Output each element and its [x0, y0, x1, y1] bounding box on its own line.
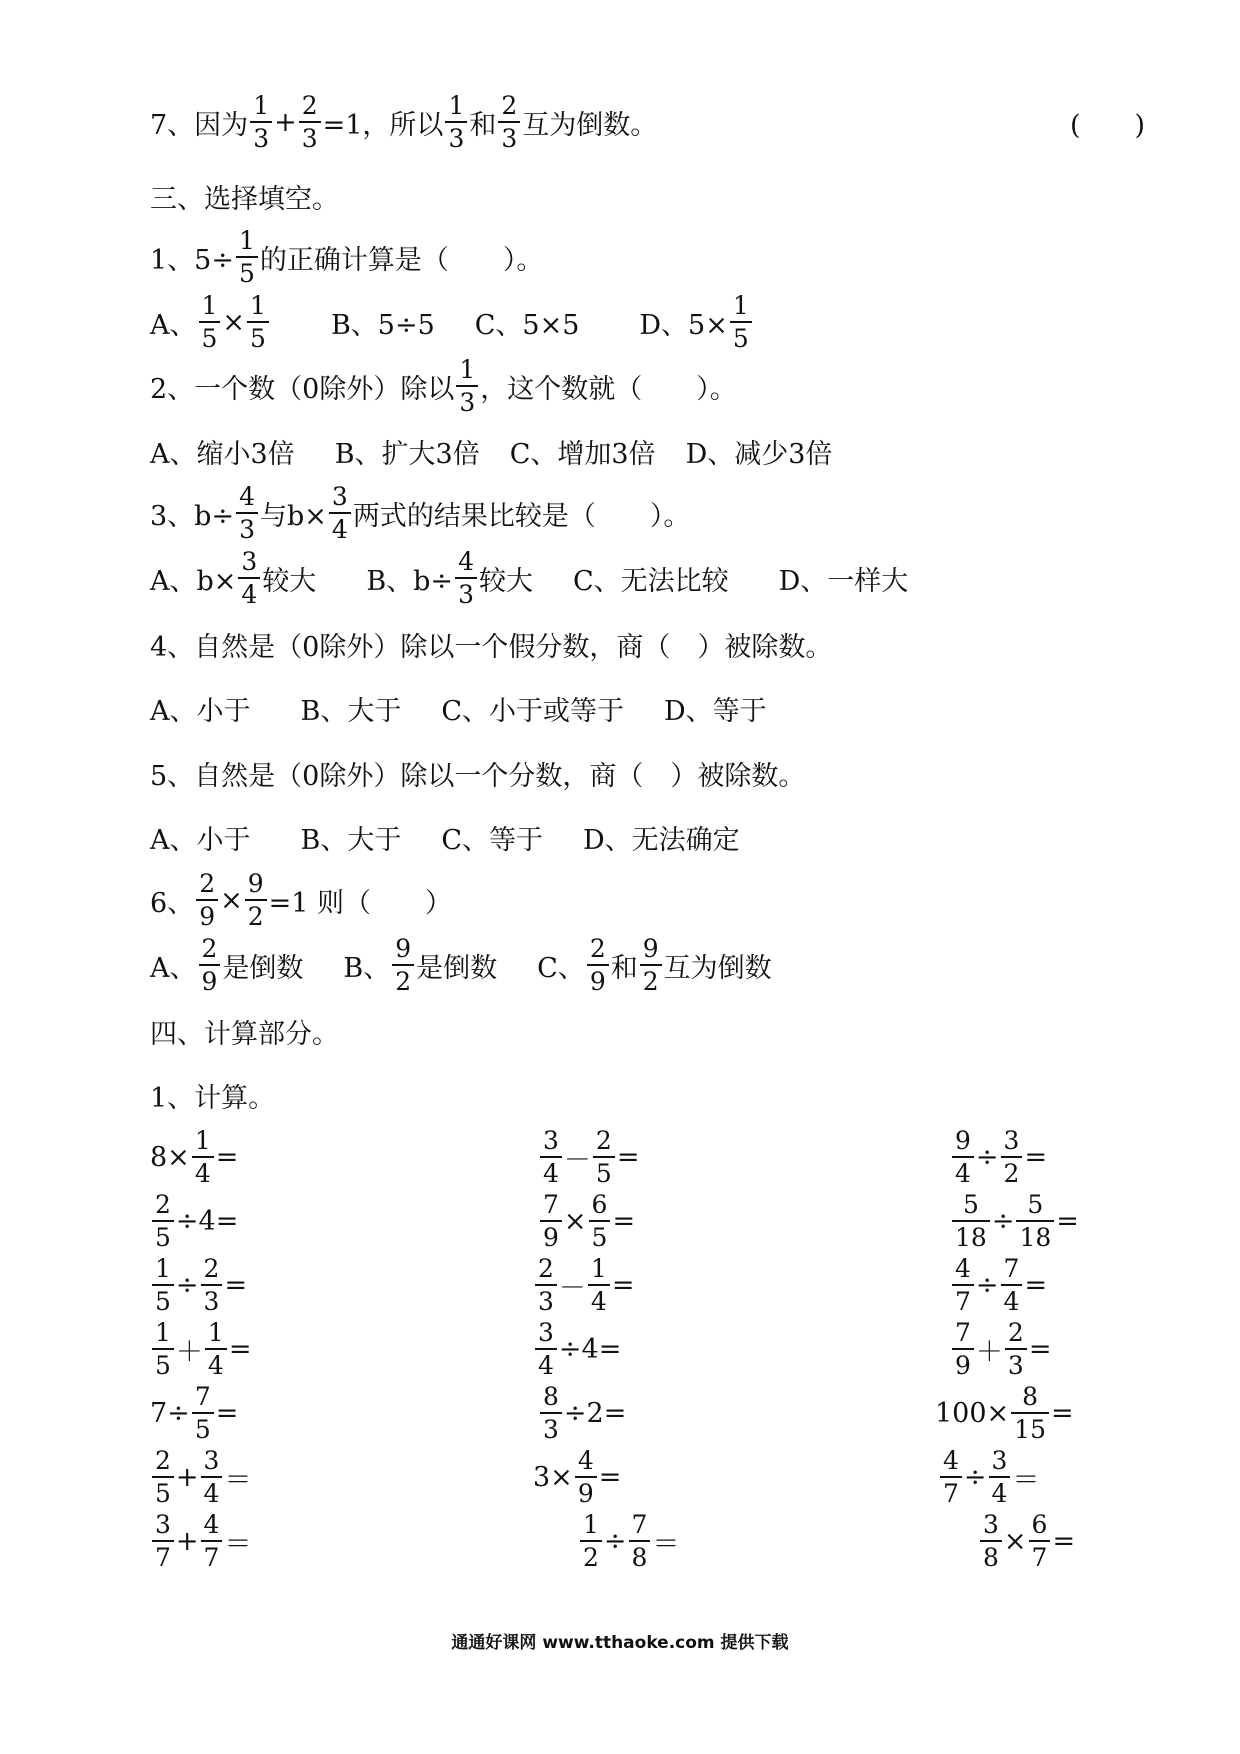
calc-item	[533, 1445, 621, 1509]
option-a: A、小于	[150, 695, 251, 727]
numerator: 7	[543, 1190, 559, 1219]
numerator: 1	[155, 1254, 171, 1283]
choice-options-1	[150, 290, 754, 354]
option-a: A、	[150, 309, 197, 341]
fraction	[247, 293, 269, 351]
text: 8×	[150, 1141, 190, 1173]
numerator: 9	[395, 934, 412, 963]
fraction	[498, 93, 520, 151]
denominator: 18	[952, 1220, 990, 1250]
equals: =	[224, 1269, 248, 1301]
fraction	[587, 936, 609, 994]
option-c: C、增加3倍	[509, 438, 656, 470]
operator: +	[274, 106, 297, 138]
option-d: D、减少3倍	[685, 438, 833, 470]
numerator: 1	[448, 91, 465, 120]
numerator: 3	[203, 1446, 220, 1475]
fraction	[540, 1192, 562, 1250]
calc-item	[950, 1125, 1047, 1189]
fraction	[952, 1128, 974, 1186]
denominator: 4	[1001, 1284, 1023, 1314]
operator: ×	[563, 1205, 587, 1237]
denominator: 4	[201, 1476, 223, 1506]
fraction	[201, 1448, 223, 1506]
option-a: A、	[150, 952, 197, 984]
text: 和	[469, 109, 497, 141]
denominator: 5	[593, 1156, 615, 1186]
equals: ＝	[224, 1464, 252, 1496]
equals: =	[1024, 1269, 1048, 1301]
text: ÷4=	[558, 1333, 622, 1365]
denominator: 2	[1001, 1156, 1023, 1186]
numerator: 2	[501, 91, 518, 120]
numerator: 4	[577, 1446, 594, 1475]
equals: =	[1024, 1141, 1048, 1173]
text: ÷2=	[563, 1397, 627, 1429]
option-a: A、小于	[150, 824, 251, 856]
denominator: 5	[152, 1348, 174, 1378]
fraction	[535, 1320, 557, 1378]
choice-question-6	[150, 868, 452, 932]
calc-item	[950, 1189, 1079, 1253]
numerator: 1	[155, 1318, 171, 1347]
denominator: 8	[980, 1540, 1002, 1570]
numerator: 2	[1007, 1318, 1024, 1347]
calc-item	[538, 1189, 635, 1253]
choice-question-1	[150, 225, 543, 289]
denominator: 7	[1029, 1540, 1051, 1570]
numerator: 3	[155, 1510, 171, 1539]
text: 1、5÷	[150, 244, 234, 276]
denominator: 9	[575, 1476, 597, 1506]
fraction	[445, 93, 467, 151]
fraction	[236, 484, 258, 542]
denominator: 4	[238, 577, 260, 607]
text: =1 则（ ）	[268, 887, 453, 919]
denominator: 5	[589, 1220, 611, 1250]
denominator: 4	[329, 512, 351, 542]
text: 的正确计算是（ ）。	[259, 244, 544, 276]
option-c: C、无法比较	[572, 565, 729, 597]
operator: －	[563, 1144, 591, 1176]
denominator: 5	[152, 1220, 174, 1250]
denominator: 3	[299, 121, 321, 151]
equals: =	[1052, 1525, 1076, 1557]
calc-item	[150, 1253, 247, 1317]
text: 是倒数	[416, 952, 498, 984]
calc-item	[538, 1381, 626, 1445]
denominator: 3	[236, 512, 258, 542]
numerator: 1	[253, 91, 270, 120]
option-b: B、大于	[300, 695, 402, 727]
option-d: D、5×	[639, 309, 728, 341]
text: ，这个数就（ ）。	[480, 373, 737, 405]
text: 两式的结果比较是（ ）。	[352, 500, 691, 532]
text: 互为倒数。	[522, 109, 658, 141]
operator: ÷	[963, 1461, 987, 1493]
denominator: 4	[192, 1156, 214, 1186]
calc-item	[150, 1509, 251, 1573]
option-b: B、扩大3倍	[334, 438, 480, 470]
fraction	[952, 1256, 974, 1314]
denominator: 2	[580, 1540, 602, 1570]
numerator: 8	[1022, 1382, 1039, 1411]
text: 四、计算部分。	[150, 1018, 339, 1050]
fraction	[640, 936, 662, 994]
choice-options-3	[150, 546, 908, 610]
denominator: 3	[455, 577, 477, 607]
denominator: 5	[152, 1476, 174, 1506]
fraction	[540, 1384, 562, 1442]
page-footer: 通通好课网 www.tthaoke.com 提供下载	[451, 1633, 789, 1653]
numerator: 1	[583, 1510, 599, 1539]
denominator: 4	[535, 1348, 557, 1378]
calc-item	[533, 1317, 621, 1381]
fraction	[201, 1512, 223, 1570]
denominator: 4	[205, 1348, 227, 1378]
option-b: B、大于	[300, 824, 402, 856]
option-d: D、无法确定	[583, 824, 740, 856]
option-a: A、b×	[150, 565, 237, 597]
denominator: 3	[445, 121, 467, 151]
text: 较大	[262, 565, 317, 597]
fraction	[192, 1128, 214, 1186]
numerator: 2	[301, 91, 318, 120]
operator: ＋	[975, 1336, 1003, 1368]
numerator: 1	[194, 1126, 211, 1155]
text: ( )	[1070, 109, 1146, 141]
numerator: 3	[1003, 1126, 1020, 1155]
fraction	[192, 1384, 214, 1442]
denominator: 4	[540, 1156, 562, 1186]
numerator: 4	[955, 1254, 971, 1283]
numerator: 1	[590, 1254, 607, 1283]
equals: =	[215, 1141, 239, 1173]
denominator: 3	[250, 121, 272, 151]
fraction	[205, 1320, 227, 1378]
numerator: 4	[203, 1510, 220, 1539]
operator: ÷	[991, 1205, 1015, 1237]
denominator: 5	[152, 1284, 174, 1314]
numerator: 7	[631, 1510, 648, 1539]
fraction	[1029, 1512, 1051, 1570]
text: 3×	[533, 1461, 573, 1493]
fraction	[580, 1512, 602, 1570]
numerator: 1	[732, 291, 749, 320]
fraction	[152, 1320, 174, 1378]
fraction	[392, 936, 414, 994]
fraction	[952, 1192, 990, 1250]
denominator: 3	[535, 1284, 557, 1314]
fraction	[980, 1512, 1002, 1570]
fraction	[629, 1512, 651, 1570]
numerator: 1	[201, 291, 218, 320]
denominator: 3	[540, 1412, 562, 1442]
text: 三、选择填空。	[150, 183, 339, 215]
numerator: 9	[642, 934, 659, 963]
denominator: 9	[196, 899, 218, 929]
calc-item	[150, 1189, 238, 1253]
text: =1，所以	[322, 109, 444, 141]
choice-question-3	[150, 481, 690, 545]
operator: ÷	[603, 1525, 627, 1557]
calc-item	[538, 1125, 639, 1189]
equals: =	[611, 1269, 635, 1301]
numerator: 7	[955, 1318, 971, 1347]
fraction	[730, 293, 752, 351]
equals: =	[215, 1397, 239, 1429]
fraction	[1011, 1384, 1049, 1442]
calc-item	[950, 1317, 1051, 1381]
choice-question-4	[150, 612, 832, 676]
calc-item	[150, 1317, 251, 1381]
operator: －	[558, 1272, 586, 1304]
answer-bracket	[1070, 90, 1145, 154]
calc-item	[978, 1509, 1075, 1573]
fraction	[299, 93, 321, 151]
fraction	[593, 1128, 615, 1186]
operator: ÷	[975, 1269, 999, 1301]
fraction	[588, 1256, 610, 1314]
fraction	[199, 293, 221, 351]
operator: ÷	[175, 1269, 199, 1301]
numerator: 1	[459, 355, 476, 384]
fraction	[250, 93, 272, 151]
numerator: 6	[1031, 1510, 1048, 1539]
denominator: 8	[629, 1540, 651, 1570]
denominator: 7	[152, 1540, 174, 1570]
option-b: B、5÷5	[330, 309, 435, 341]
numerator: 5	[962, 1190, 979, 1219]
numerator: 7	[194, 1382, 211, 1411]
denominator: 3	[1005, 1348, 1027, 1378]
operator: ＋	[175, 1336, 203, 1368]
numerator: 3	[983, 1510, 999, 1539]
section-3-title	[150, 164, 339, 228]
text: 5、自然是（0除外）除以一个分数，商（ ）被除数。	[150, 760, 806, 792]
denominator: 3	[456, 385, 478, 415]
denominator: 4	[952, 1156, 974, 1186]
denominator: 18	[1016, 1220, 1054, 1250]
denominator: 9	[540, 1220, 562, 1250]
calc-item	[533, 1253, 634, 1317]
equals: =	[228, 1333, 252, 1365]
text: ÷4=	[175, 1205, 239, 1237]
fraction	[989, 1448, 1011, 1506]
fraction	[199, 936, 221, 994]
operator: +	[175, 1461, 199, 1493]
calc-item	[578, 1509, 679, 1573]
option-b: B、	[343, 952, 391, 984]
calc-title	[150, 1063, 275, 1127]
fraction	[1016, 1192, 1054, 1250]
numerator: 2	[595, 1126, 612, 1155]
denominator: 9	[199, 964, 221, 994]
text: 6、	[150, 887, 195, 919]
numerator: 6	[591, 1190, 608, 1219]
choice-question-5	[150, 741, 805, 805]
option-c: C、5×5	[474, 309, 580, 341]
numerator: 1	[238, 226, 255, 255]
denominator: 5	[247, 321, 269, 351]
option-d: D、等于	[664, 695, 767, 727]
option-b: B、b÷	[366, 565, 454, 597]
fraction	[575, 1448, 597, 1506]
text: 与b×	[260, 500, 327, 532]
denominator: 7	[201, 1540, 223, 1570]
calc-item	[935, 1381, 1074, 1445]
numerator: 8	[543, 1382, 559, 1411]
denominator: 5	[730, 321, 752, 351]
numerator: 2	[203, 1254, 220, 1283]
fraction	[456, 357, 478, 415]
equals: =	[1028, 1333, 1052, 1365]
section-4-title	[150, 999, 339, 1063]
numerator: 2	[538, 1254, 554, 1283]
numerator: 2	[155, 1446, 171, 1475]
fraction	[152, 1256, 174, 1314]
numerator: 9	[955, 1126, 971, 1155]
denominator: 3	[201, 1284, 223, 1314]
fraction	[329, 484, 351, 542]
text: 较大	[478, 565, 533, 597]
numerator: 2	[199, 869, 216, 898]
text: 互为倒数	[663, 952, 772, 984]
denominator: 4	[588, 1284, 610, 1314]
option-a: A、缩小3倍	[150, 438, 295, 470]
numerator: 9	[247, 869, 264, 898]
calc-item	[938, 1445, 1039, 1509]
denominator: 9	[587, 964, 609, 994]
equals: ＝	[652, 1528, 680, 1560]
equals: ＝	[1012, 1464, 1040, 1496]
text: 和	[610, 952, 638, 984]
fraction	[201, 1256, 223, 1314]
denominator: 5	[192, 1412, 214, 1442]
choice-options-4	[150, 676, 767, 740]
text: 1、计算。	[150, 1082, 276, 1114]
fraction	[1001, 1256, 1023, 1314]
denominator: 3	[498, 121, 520, 151]
denominator: 15	[1011, 1412, 1049, 1442]
equals: =	[1056, 1205, 1079, 1237]
choice-options-6	[150, 933, 772, 997]
fraction	[1005, 1320, 1027, 1378]
fraction	[152, 1192, 174, 1250]
numerator: 5	[1027, 1190, 1044, 1219]
fraction	[152, 1512, 174, 1570]
equals: =	[616, 1141, 640, 1173]
equals: =	[598, 1461, 622, 1493]
numerator: 3	[538, 1318, 554, 1347]
option-c: C、小于或等于	[441, 695, 625, 727]
fraction	[535, 1256, 557, 1314]
fraction	[952, 1320, 974, 1378]
numerator: 4	[239, 482, 255, 511]
numerator: 2	[589, 934, 606, 963]
denominator: 2	[392, 964, 414, 994]
operator: ×	[220, 884, 243, 916]
calc-item	[150, 1445, 251, 1509]
denominator: 7	[940, 1476, 962, 1506]
denominator: 5	[236, 256, 258, 286]
equals: =	[612, 1205, 636, 1237]
denominator: 2	[640, 964, 662, 994]
denominator: 5	[199, 321, 221, 351]
denominator: 4	[989, 1476, 1011, 1506]
numerator: 7	[1003, 1254, 1020, 1283]
fraction	[1001, 1128, 1023, 1186]
fraction	[245, 871, 267, 929]
denominator: 9	[952, 1348, 974, 1378]
operator: ×	[1003, 1525, 1027, 1557]
numerator: 2	[155, 1190, 171, 1219]
fraction	[589, 1192, 611, 1250]
choice-options-2	[150, 419, 832, 483]
text: 7÷	[150, 1397, 190, 1429]
numerator: 1	[250, 291, 266, 320]
fraction	[236, 228, 258, 286]
text: 100×	[935, 1397, 1010, 1429]
numerator: 4	[458, 547, 474, 576]
denominator: 7	[952, 1284, 974, 1314]
numerator: 3	[331, 482, 348, 511]
fraction	[940, 1448, 962, 1506]
judge-item-7	[150, 90, 657, 154]
text: 2、一个数（0除外）除以	[150, 373, 455, 405]
option-c: C、	[537, 952, 585, 984]
calc-item	[950, 1253, 1047, 1317]
text: 4、自然是（0除外）除以一个假分数，商（ ）被除数。	[150, 631, 833, 663]
fraction	[540, 1128, 562, 1186]
operator: ×	[222, 306, 246, 338]
calc-item	[150, 1125, 238, 1189]
text: 是倒数	[222, 952, 304, 984]
calc-item	[150, 1381, 238, 1445]
choice-question-2	[150, 354, 737, 418]
numerator: 3	[991, 1446, 1008, 1475]
text: 7、因为	[150, 109, 249, 141]
numerator: 4	[943, 1446, 959, 1475]
operator: +	[175, 1525, 199, 1557]
fraction	[152, 1448, 174, 1506]
choice-options-5	[150, 805, 740, 869]
equals: =	[1050, 1397, 1074, 1429]
numerator: 1	[207, 1318, 224, 1347]
operator: ÷	[975, 1141, 999, 1173]
numerator: 2	[201, 934, 218, 963]
fraction	[455, 549, 477, 607]
text: 3、b÷	[150, 500, 235, 532]
option-d: D、一样大	[778, 565, 909, 597]
option-c: C、等于	[441, 824, 544, 856]
numerator: 3	[241, 547, 258, 576]
denominator: 2	[245, 899, 267, 929]
fraction	[238, 549, 260, 607]
equals: ＝	[224, 1528, 252, 1560]
fraction	[196, 871, 218, 929]
numerator: 3	[543, 1126, 559, 1155]
